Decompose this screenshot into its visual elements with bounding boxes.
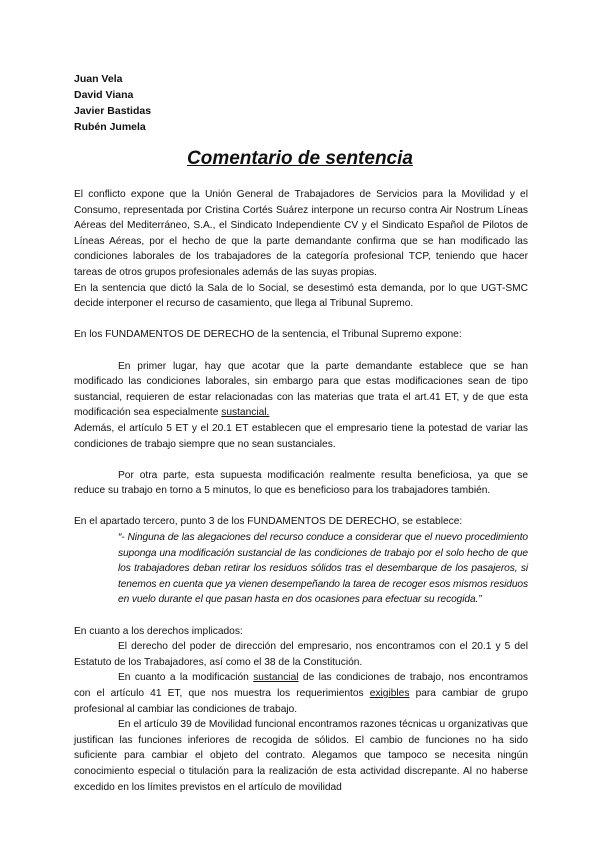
author-list xyxy=(74,71,151,135)
paragraph-primer-lugar xyxy=(74,359,528,421)
document-body xyxy=(74,187,528,795)
paragraph-text: de las condiciones de trabajo, nos encontramos con el artículo 41 ET, que nos muestra los requerimientos xyxy=(74,672,528,699)
paragraph-text: En primer lugar, hay que acotar que la parte demandante establece que se han modificado las condiciones laborales, sin embargo para que estas modificaciones sean de tipo sustancial, requieren de estar relacionadas con las materias que trata el art.41 ET, y de que esta modificación sea especialmente xyxy=(74,360,528,419)
paragraph-fundamentos-intro: En los FUNDAMENTOS DE DERECHO de la sentencia, el Tribunal Supremo expone: xyxy=(74,329,462,341)
paragraph-por-otra-parte: Por otra parte, esta supuesta modificación realmente resulta beneficiosa, ya que se reduce su trabajo en torno a 5 minutos, lo que es beneficioso para los trabajadores también. xyxy=(74,469,528,497)
paragraph-poder-direccion: El derecho del poder de dirección del empresario, nos encontramos con el 20.1 y 5 del Estatuto de los Trabajadores, así como el 38 de la Constitución. xyxy=(74,641,528,668)
author-name: Javier Bastidas xyxy=(74,105,152,117)
author-name: David Viana xyxy=(74,89,134,101)
underlined-word: sustancial xyxy=(253,672,299,684)
paragraph-text: En cuanto a la modificación xyxy=(118,672,254,684)
underlined-word: exigibles xyxy=(369,688,410,699)
paragraph-movilidad-funcional: En el artículo 39 de Movilidad funcional encontramos razones técnicas u organizativas que justifican las funciones inferiores de recogida de sólidos. El cambio de funciones no ha sido suficiente para cambiar el objeto del contrato. Alegamos que tampoco se necesita ningún conocimiento especial o titulación para la realización de esta actividad discrepante. Al no haberse excedido en los límites previstos en el artículo de movilidad xyxy=(74,719,528,793)
paragraph-articulo-5: Además, el artículo 5 ET y el 20.1 ET establecen que el empresario tiene la potestad de variar las condiciones de trabajo siempre que no sean sustanciales. xyxy=(74,422,528,450)
author-name: Juan Vela xyxy=(74,73,123,85)
paragraph-conflict: El conflicto expone que la Unión General de Trabajadores de Servicios para la Movilidad y el Consumo, representada por Cristina Cortés Suárez interpone un recurso contra Air Nostrum Líneas Aéreas del Mediterráneo, S.A., el Sindicato Independiente CV y el Sindicato Español de Pilotos de Líneas Aéreas, por el hecho de que la parte demandante confirma que se han modificado las condiciones laborales de los trabajadores de la categoría profesional TCP, teniendo que hacer tareas de otros grupos profesionales además de las suyas propias. xyxy=(74,189,528,278)
paragraph-sentence: En la sentencia que dictó la Sala de lo Social, se desestimó esta demanda, por lo que UGT-SMC decide interponer el recurso de casamiento, que llega al Tribunal Supremo. xyxy=(74,282,528,310)
document-title: Comentario de sentencia xyxy=(187,148,413,169)
quoted-excerpt: “- Ninguna de las alegaciones del recurso conduce a considerar que el nuevo procedimiento suponga una modificación sustancial de las condiciones de trabajo por el solo hecho de que los trabajadores deban retirar los residuos sólidos tras el desembarque de los pasajeros, si tenemos en cuenta que ya vienen desempeñando la tarea de recoger esos mismos residuos en vuelo durante el que pasan hasta en dos ocasiones para efectuar su recogida.” xyxy=(118,532,528,606)
paragraph-derechos-intro: En cuanto a los derechos implicados: xyxy=(74,625,243,637)
author-name: Rubén Jumela xyxy=(74,121,146,133)
paragraph-apartado-tercero: En el apartado tercero, punto 3 de los FUNDAMENTOS DE DERECHO, se establece: xyxy=(74,516,463,528)
underlined-word: sustancial. xyxy=(221,407,270,419)
paragraph-text: para cambiar de grupo profesional al cambiar las condiciones de trabajo. xyxy=(74,688,528,715)
paragraph-modificacion-sustancial xyxy=(74,670,528,717)
